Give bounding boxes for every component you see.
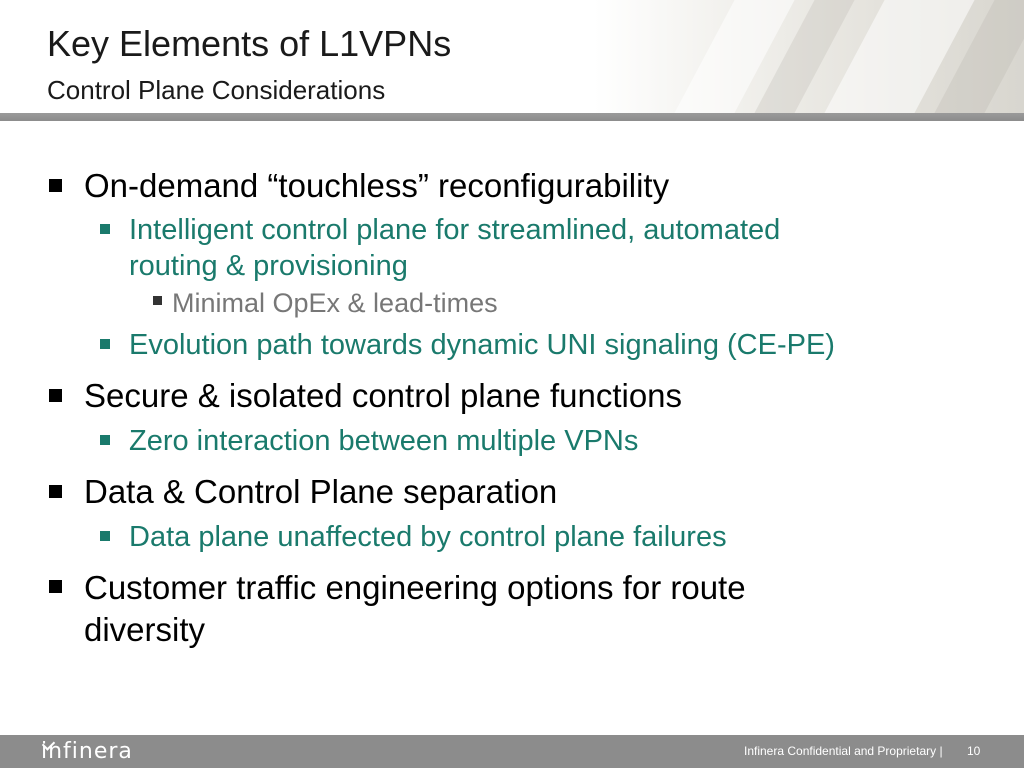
company-logo: infinera — [41, 739, 133, 764]
square-bullet-icon — [49, 389, 62, 402]
bullet-text: routing & provisioning — [129, 250, 408, 282]
square-bullet-icon — [100, 224, 110, 234]
square-bullet-icon — [100, 339, 110, 349]
bullet-text: diversity — [84, 611, 206, 648]
square-bullet-icon — [100, 531, 110, 541]
square-bullet-icon — [49, 485, 62, 498]
bullet-text: Evolution path towards dynamic UNI signaling (CE-PE) — [129, 329, 835, 361]
slide-title: Key Elements of L1VPNs — [47, 23, 452, 64]
header-divider — [0, 113, 1024, 121]
bullet-text: Data plane unaffected by control plane failures — [129, 521, 727, 553]
bullet-text: Intelligent control plane for streamlined, automated — [129, 214, 781, 246]
slide-subtitle: Control Plane Considerations — [47, 75, 386, 105]
bullet-text: Zero interaction between multiple VPNs — [129, 425, 639, 457]
square-bullet-icon — [100, 435, 110, 445]
square-bullet-icon — [49, 580, 62, 593]
square-bullet-icon — [49, 179, 62, 192]
bullet-text: Minimal OpEx & lead-times — [172, 288, 498, 318]
confidential-notice: Infinera Confidential and Proprietary | — [744, 744, 943, 758]
bullet-text: Data & Control Plane separation — [84, 473, 558, 510]
bullet-text: Secure & isolated control plane functions — [84, 377, 683, 414]
bullet-text: Customer traffic engineering options for route — [84, 569, 746, 606]
slide-header — [0, 0, 1024, 114]
page-number: 10 — [967, 744, 981, 758]
slide-footer — [0, 735, 1024, 768]
bullet-text: On-demand “touchless” reconfigurability — [84, 167, 670, 204]
square-bullet-icon — [153, 296, 162, 305]
